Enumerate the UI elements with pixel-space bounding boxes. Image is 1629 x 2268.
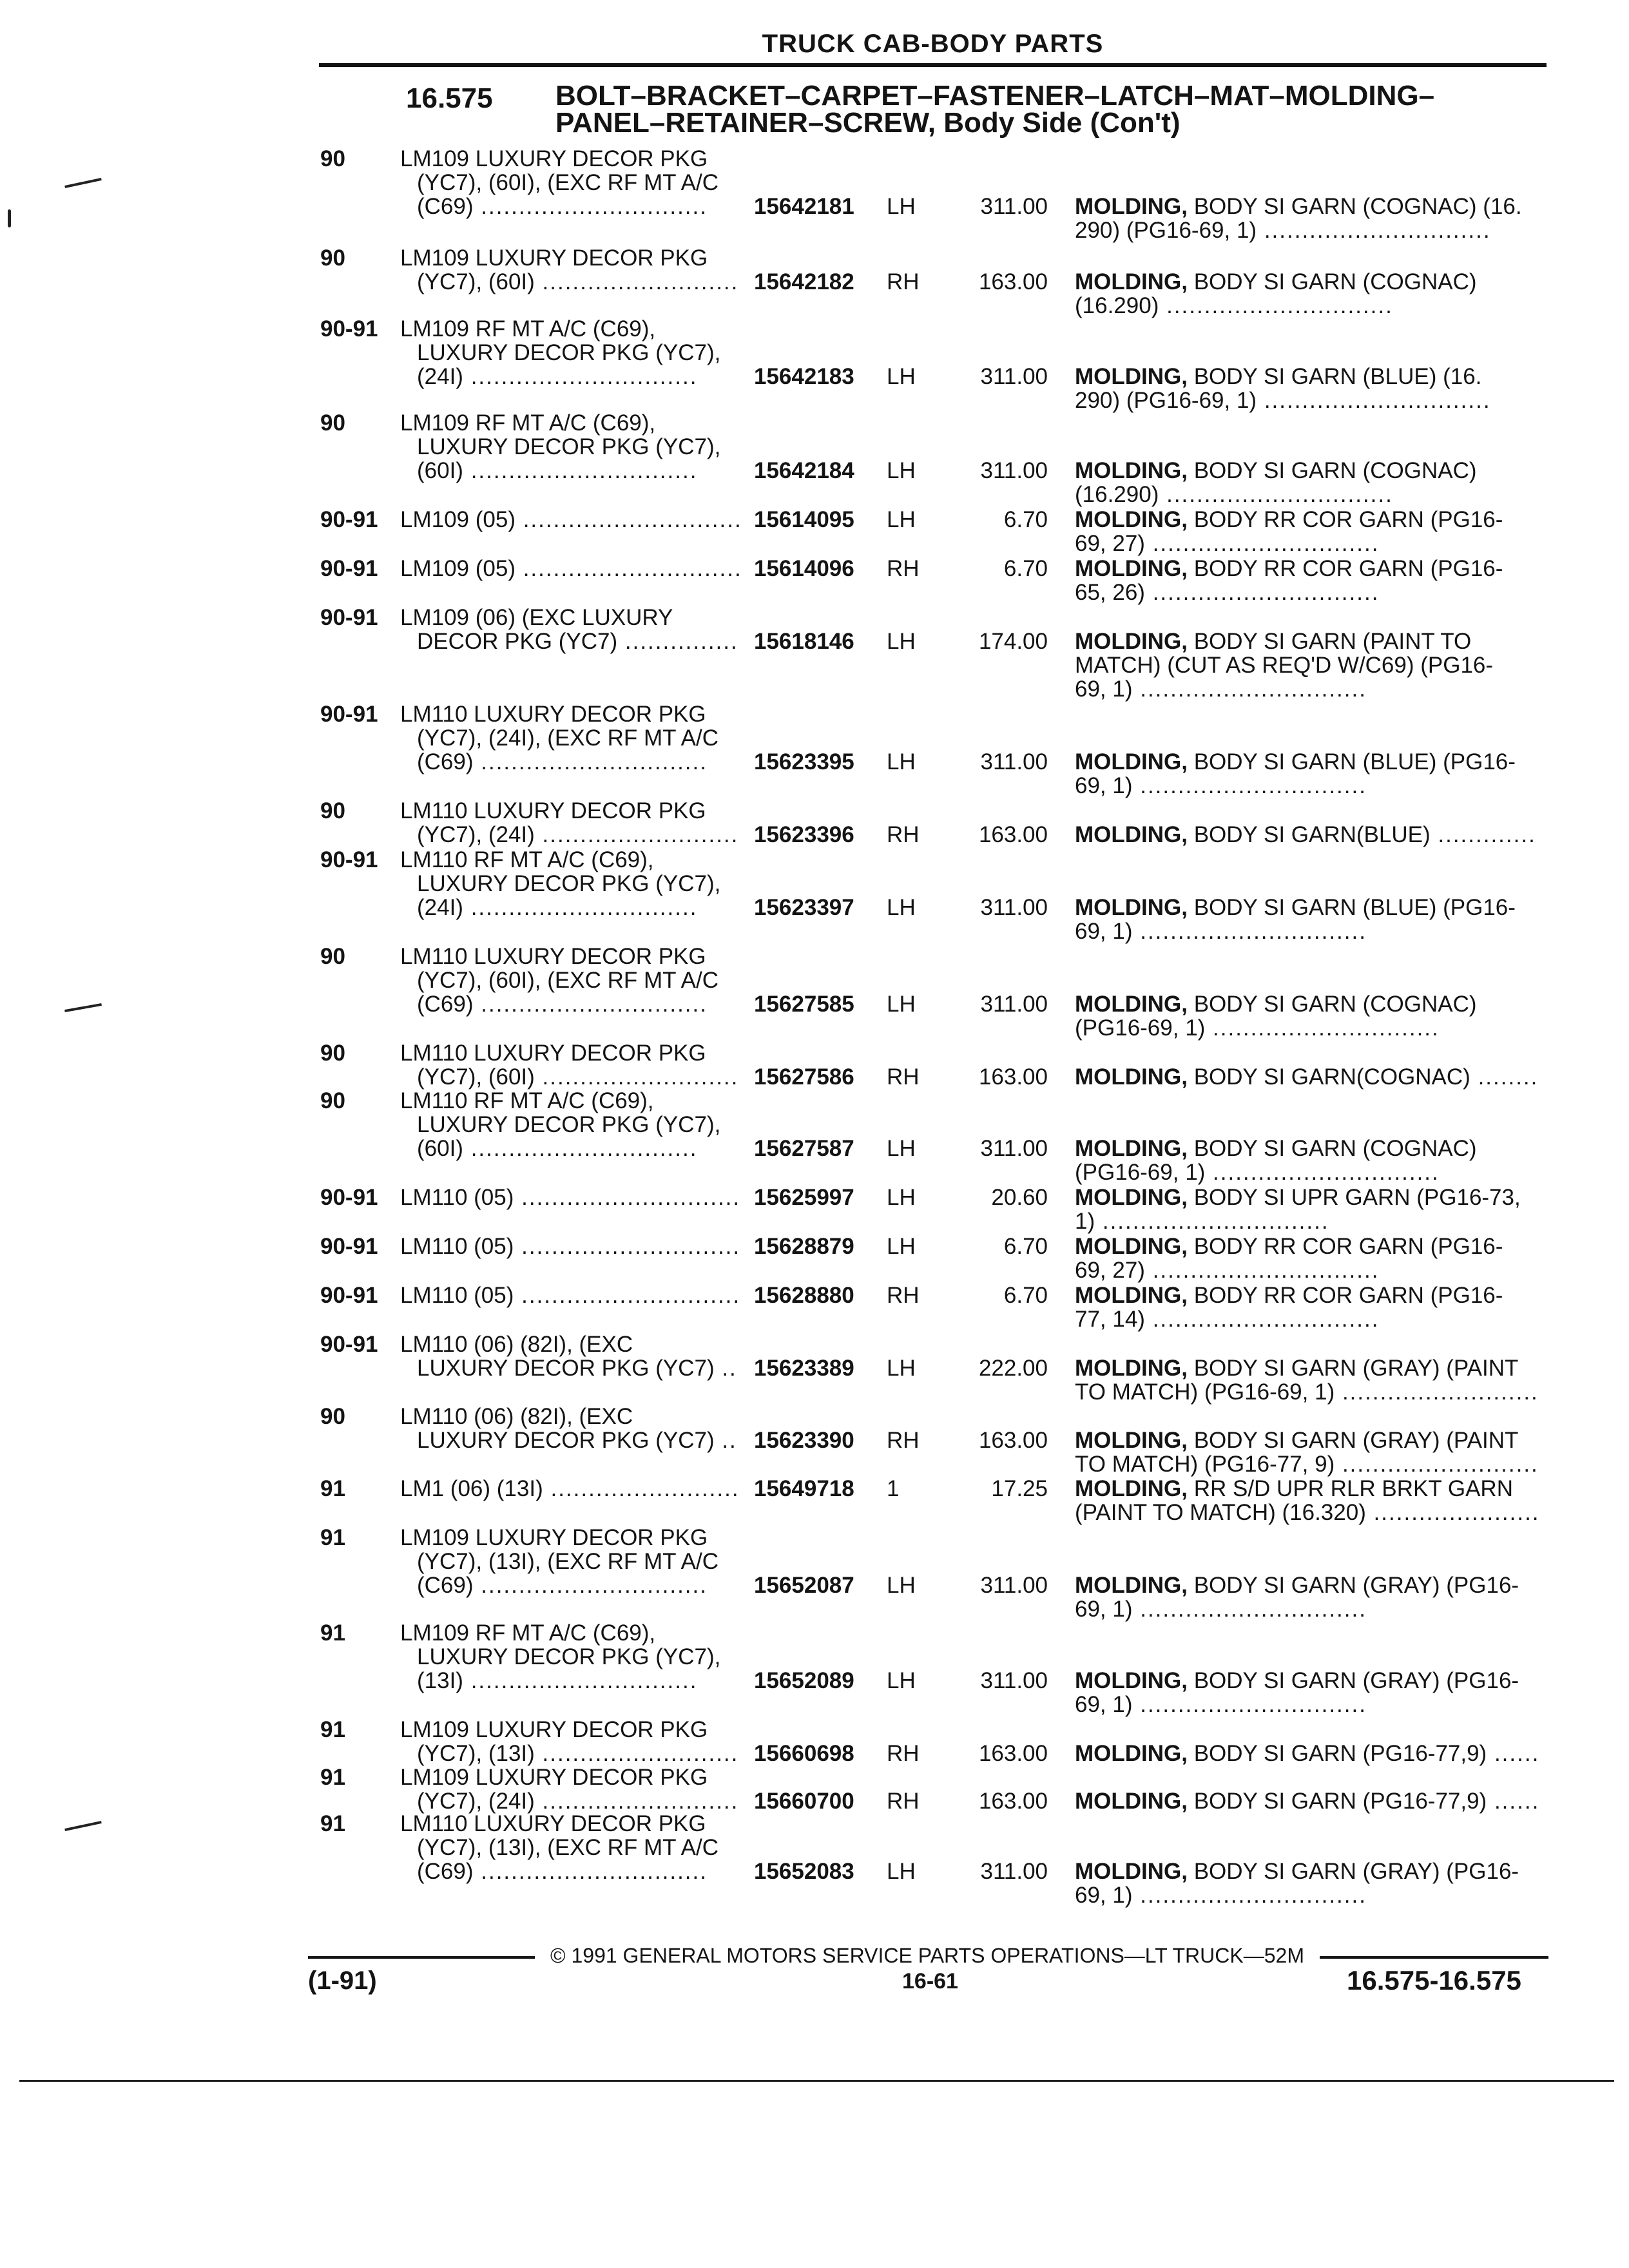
model-application: LM110 RF MT A/C (C69), LUXURY DECOR PKG (YC7), (24I) .............................. — [400, 847, 721, 920]
model-line: (C69) — [417, 1859, 474, 1884]
part-number: 15642182 — [754, 269, 854, 294]
margin-bracket-mark — [8, 209, 11, 227]
description-line: MOLDING, BODY SI GARN (PAINT TO — [1075, 629, 1472, 654]
model-line: LM109 RF MT A/C (C69), — [400, 1620, 656, 1646]
model-line: LM109 RF MT A/C (C69), — [400, 410, 656, 436]
part-number: 15614096 — [754, 556, 854, 581]
side-indicator: LH — [887, 1234, 916, 1259]
part-description: MOLDING, BODY SI GARN(BLUE) ............. — [1075, 822, 1536, 847]
model-year: 90 — [320, 944, 345, 969]
list-price: 222.00 — [978, 1356, 1048, 1381]
model-year: 90 — [320, 1041, 345, 1066]
part-description: MOLDING, BODY SI GARN (GRAY) (PG16- 69, 1) .............................. — [1075, 1859, 1519, 1908]
list-price: 311.00 — [980, 992, 1048, 1017]
part-number: 15660698 — [754, 1741, 854, 1766]
model-application: LM109 (05) ............................. — [400, 556, 742, 581]
part-number: 15652087 — [754, 1573, 854, 1598]
section-title-line-1: BOLT–BRACKET–CARPET–FASTENER–LATCH–MAT–MOLDING– — [555, 80, 1435, 111]
description-line: MOLDING, BODY SI GARN (COGNAC) — [1075, 269, 1477, 294]
list-price: 163.00 — [978, 822, 1048, 847]
description-line: MOLDING, BODY SI GARN (COGNAC) — [1075, 458, 1477, 483]
model-line: (60I) — [417, 458, 463, 483]
model-year: 90 — [320, 245, 345, 271]
model-year: 90-91 — [320, 556, 378, 581]
part-number: 15623397 — [754, 895, 854, 920]
model-line: LM110 LUXURY DECOR PKG — [400, 944, 706, 969]
model-line: LUXURY DECOR PKG (YC7), — [417, 1644, 721, 1669]
footer-rule-left — [308, 1956, 535, 1959]
model-line: LM109 (05) — [400, 556, 516, 581]
model-line: LM110 (06) (82I), (EXC — [400, 1404, 633, 1429]
model-line: (YC7), (60I), (EXC RF MT A/C — [417, 968, 719, 993]
model-line: LM109 (06) (EXC LUXURY — [400, 605, 673, 630]
model-year: 91 — [320, 1476, 345, 1501]
model-line: (YC7), (60I) — [417, 1064, 535, 1090]
part-description: MOLDING, BODY SI GARN (COGNAC) (PG16-69, 1) .............................. — [1075, 992, 1477, 1041]
side-indicator: 1 — [887, 1476, 900, 1501]
model-application: LM109 RF MT A/C (C69), LUXURY DECOR PKG (YC7), (13I) .............................. — [400, 1620, 721, 1693]
model-application: LM110 RF MT A/C (C69), LUXURY DECOR PKG (YC7), (60I) .............................. — [400, 1088, 721, 1161]
description-line: 69, 27) — [1075, 1258, 1145, 1283]
model-line: (24I) — [417, 895, 463, 920]
description-line: 65, 26) — [1075, 580, 1145, 605]
list-price: 163.00 — [978, 1064, 1048, 1090]
part-number: 15618146 — [754, 629, 854, 654]
description-line: MOLDING, BODY SI UPR GARN (PG16-73, — [1075, 1185, 1521, 1210]
section-number: 16.575 — [406, 82, 493, 114]
model-year: 91 — [320, 1811, 345, 1836]
model-year: 90 — [320, 798, 345, 823]
part-description: MOLDING, BODY SI GARN (PG16-77,9) ...... — [1075, 1789, 1540, 1814]
side-indicator: LH — [887, 458, 916, 483]
list-price: 311.00 — [980, 749, 1048, 774]
description-line: 69, 1) — [1075, 1883, 1133, 1908]
part-number: 15623389 — [754, 1356, 854, 1381]
model-application: LM110 (05) ............................. — [400, 1185, 741, 1210]
model-line: (60I) — [417, 1136, 463, 1161]
model-year: 91 — [320, 1525, 345, 1550]
list-price: 163.00 — [978, 1428, 1048, 1453]
description-line: MOLDING, BODY SI GARN (PG16-77,9) — [1075, 1741, 1487, 1766]
footer-copyright: © 1991 GENERAL MOTORS SERVICE PARTS OPERATIONS—LT TRUCK—52M — [550, 1944, 1304, 1967]
part-number: 15614095 — [754, 507, 854, 532]
model-application: LM109 LUXURY DECOR PKG (YC7), (60I), (EXC RF MT A/C (C69) .............................. — [400, 146, 719, 219]
model-line: LUXURY DECOR PKG (YC7), — [417, 871, 721, 896]
description-line: 290) (PG16-69, 1) — [1075, 218, 1257, 243]
part-description: MOLDING, BODY RR COR GARN (PG16- 69, 27) .............................. — [1075, 1234, 1503, 1283]
description-line: 1) — [1075, 1209, 1095, 1234]
side-indicator: LH — [887, 1668, 916, 1693]
description-line: MOLDING, BODY SI GARN (BLUE) (PG16- — [1075, 749, 1516, 774]
model-application: LM109 RF MT A/C (C69), LUXURY DECOR PKG (YC7), (60I) .............................. — [400, 410, 721, 483]
description-line: (PG16-69, 1) — [1075, 1160, 1206, 1185]
list-price: 311.00 — [980, 1859, 1048, 1884]
list-price: 311.00 — [980, 1136, 1048, 1161]
part-number: 15628880 — [754, 1283, 854, 1308]
part-number: 15642184 — [754, 458, 854, 483]
model-line: LM109 LUXURY DECOR PKG — [400, 146, 708, 171]
description-line: MOLDING, RR S/D UPR RLR BRKT GARN — [1075, 1476, 1513, 1501]
description-line: MOLDING, BODY RR COR GARN (PG16- — [1075, 1234, 1503, 1259]
model-year: 90-91 — [320, 702, 378, 727]
model-application: LM109 LUXURY DECOR PKG (YC7), (13I) .......................... — [400, 1717, 739, 1766]
description-line: MOLDING, BODY RR COR GARN (PG16- — [1075, 1283, 1503, 1308]
description-line: MOLDING, BODY SI GARN (COGNAC) (16. — [1075, 194, 1522, 219]
model-line: (13I) — [417, 1668, 463, 1693]
model-line: LM110 RF MT A/C (C69), — [400, 1088, 654, 1113]
model-application: LM109 LUXURY DECOR PKG (YC7), (13I), (EXC RF MT A/C (C69) .............................. — [400, 1525, 719, 1598]
model-line: (C69) — [417, 749, 474, 774]
footer-date: (1-91) — [308, 1966, 377, 1995]
model-year: 90 — [320, 410, 345, 436]
model-line: DECOR PKG (YC7) — [417, 629, 618, 654]
description-line: MOLDING, BODY SI GARN (GRAY) (PAINT — [1075, 1428, 1519, 1453]
description-line: 69, 27) — [1075, 531, 1145, 556]
part-number: 15625997 — [754, 1185, 854, 1210]
model-year: 90 — [320, 1404, 345, 1429]
model-application: LM110 LUXURY DECOR PKG (YC7), (13I), (EXC RF MT A/C (C69) .............................. — [400, 1811, 719, 1884]
part-description: MOLDING, BODY SI GARN (BLUE) (PG16- 69, 1) .............................. — [1075, 895, 1516, 944]
part-description: MOLDING, BODY SI GARN (PG16-77,9) ...... — [1075, 1741, 1540, 1766]
model-line: LM109 LUXURY DECOR PKG — [400, 245, 708, 271]
model-application: LM109 (06) (EXC LUXURY DECOR PKG (YC7) ............... — [400, 605, 738, 654]
part-number: 15642183 — [754, 364, 854, 389]
side-indicator: LH — [887, 194, 916, 219]
side-indicator: RH — [887, 822, 920, 847]
model-line: LM110 LUXURY DECOR PKG — [400, 1041, 706, 1066]
description-line: MATCH) (CUT AS REQ'D W/C69) (PG16- — [1075, 653, 1494, 678]
description-line: MOLDING, BODY SI GARN (BLUE) (PG16- — [1075, 895, 1516, 920]
model-line: (24I) — [417, 364, 463, 389]
model-line: (YC7), (60I) — [417, 269, 535, 294]
side-indicator: LH — [887, 992, 916, 1017]
part-description: MOLDING, BODY SI GARN (COGNAC) (16. 290) (PG16-69, 1) .............................. — [1075, 194, 1522, 243]
footer-rule-right — [1320, 1956, 1548, 1959]
part-description: MOLDING, BODY SI GARN (GRAY) (PAINT TO MATCH) (PG16-77, 9) .......................... — [1075, 1428, 1539, 1477]
model-line: (YC7), (24I) — [417, 822, 535, 847]
side-indicator: LH — [887, 749, 916, 774]
part-number: 15627586 — [754, 1064, 854, 1090]
model-application: LM110 LUXURY DECOR PKG (YC7), (24I), (EXC RF MT A/C (C69) .............................. — [400, 702, 719, 774]
description-line: MOLDING, BODY SI GARN (COGNAC) — [1075, 1136, 1477, 1161]
list-price: 6.70 — [1003, 1283, 1048, 1308]
part-description: MOLDING, BODY SI GARN (GRAY) (PG16- 69, 1) .............................. — [1075, 1668, 1519, 1717]
part-number: 15627585 — [754, 992, 854, 1017]
description-line: MOLDING, BODY SI GARN(BLUE) — [1075, 822, 1431, 847]
list-price: 17.25 — [991, 1476, 1048, 1501]
list-price: 20.60 — [991, 1185, 1048, 1210]
model-application: LM110 (06) (82I), (EXC LUXURY DECOR PKG (YC7) .. — [400, 1332, 737, 1381]
list-price: 163.00 — [978, 1741, 1048, 1766]
model-line: LUXURY DECOR PKG (YC7), — [417, 340, 721, 365]
part-description: MOLDING, BODY SI GARN (COGNAC) (16.290) .............................. — [1075, 269, 1477, 318]
model-application: LM109 LUXURY DECOR PKG (YC7), (24I) .......................... — [400, 1765, 739, 1814]
part-number: 15652083 — [754, 1859, 854, 1884]
model-application: LM110 (05) ............................. — [400, 1283, 741, 1308]
model-line: (C69) — [417, 194, 474, 219]
model-line: (C69) — [417, 1573, 474, 1598]
description-line: 69, 1) — [1075, 1597, 1133, 1622]
model-line: LUXURY DECOR PKG (YC7) — [417, 1356, 715, 1381]
part-description: MOLDING, BODY SI GARN (GRAY) (PG16- 69, 1) .............................. — [1075, 1573, 1519, 1622]
model-year: 90-91 — [320, 1283, 378, 1308]
model-line: LM109 (05) — [400, 507, 516, 532]
description-line: (16.290) — [1075, 482, 1159, 507]
model-application: LM1 (06) (13I) ......................... — [400, 1476, 740, 1501]
model-year: 90-91 — [320, 1234, 378, 1259]
description-line: MOLDING, BODY SI GARN (PG16-77,9) — [1075, 1789, 1487, 1814]
side-indicator: RH — [887, 269, 920, 294]
side-indicator: RH — [887, 1428, 920, 1453]
part-number: 15623396 — [754, 822, 854, 847]
description-line: MOLDING, BODY RR COR GARN (PG16- — [1075, 507, 1503, 532]
model-application: LM110 LUXURY DECOR PKG (YC7), (60I), (EXC RF MT A/C (C69) .............................. — [400, 944, 719, 1017]
description-line: MOLDING, BODY SI GARN (GRAY) (PG16- — [1075, 1668, 1519, 1693]
side-indicator: LH — [887, 895, 916, 920]
model-year: 91 — [320, 1717, 345, 1742]
model-line: (C69) — [417, 992, 474, 1017]
side-indicator: LH — [887, 1136, 916, 1161]
model-year: 90 — [320, 146, 345, 171]
side-indicator: RH — [887, 1741, 920, 1766]
model-year: 91 — [320, 1765, 345, 1790]
side-indicator: RH — [887, 1789, 920, 1814]
part-number: 15642181 — [754, 194, 854, 219]
model-year: 90-91 — [320, 507, 378, 532]
model-application: LM110 (05) ............................. — [400, 1234, 741, 1259]
model-line: (YC7), (24I), (EXC RF MT A/C — [417, 726, 719, 751]
part-description: MOLDING, BODY SI GARN (GRAY) (PAINT TO MATCH) (PG16-69, 1) .......................... — [1075, 1356, 1539, 1405]
side-indicator: LH — [887, 1185, 916, 1210]
description-line: MOLDING, BODY SI GARN (COGNAC) — [1075, 992, 1477, 1017]
model-year: 91 — [320, 1620, 345, 1646]
side-indicator: LH — [887, 1859, 916, 1884]
part-description: MOLDING, BODY RR COR GARN (PG16- 65, 26) .............................. — [1075, 556, 1503, 605]
description-line: 69, 1) — [1075, 773, 1133, 798]
side-indicator: LH — [887, 1356, 916, 1381]
footer-section-range: 16.575-16.575 — [1347, 1965, 1521, 1995]
model-line: LM110 (05) — [400, 1283, 514, 1308]
part-number: 15628879 — [754, 1234, 854, 1259]
list-price: 163.00 — [978, 1789, 1048, 1814]
description-line: TO MATCH) (PG16-77, 9) — [1075, 1452, 1335, 1477]
page-header: TRUCK CAB-BODY PARTS — [762, 30, 1104, 58]
part-description: MOLDING, BODY SI GARN (PAINT TO MATCH) (CUT AS REQ'D W/C69) (PG16- 69, 1) .............................. — [1075, 629, 1494, 702]
part-description: MOLDING, BODY RR COR GARN (PG16- 69, 27) .............................. — [1075, 507, 1503, 556]
description-line: (16.290) — [1075, 293, 1159, 318]
list-price: 311.00 — [980, 1573, 1048, 1598]
model-line: LM1 (06) (13I) — [400, 1476, 543, 1501]
model-line: LM110 LUXURY DECOR PKG — [400, 798, 706, 823]
model-application: LM110 LUXURY DECOR PKG (YC7), (60I) .......................... — [400, 1041, 739, 1090]
model-line: LUXURY DECOR PKG (YC7), — [417, 434, 721, 459]
description-line: 69, 1) — [1075, 1692, 1133, 1717]
part-description: MOLDING, BODY SI UPR GARN (PG16-73, 1) .............................. — [1075, 1185, 1521, 1234]
part-description: MOLDING, BODY SI GARN (COGNAC) (16.290) .............................. — [1075, 458, 1477, 507]
list-price: 163.00 — [978, 269, 1048, 294]
side-indicator: LH — [887, 364, 916, 389]
model-application: LM109 LUXURY DECOR PKG (YC7), (60I) .......................... — [400, 245, 739, 294]
model-application: LM110 (06) (82I), (EXC LUXURY DECOR PKG (YC7) .. — [400, 1404, 737, 1453]
model-line: (YC7), (13I) — [417, 1741, 535, 1766]
part-description: MOLDING, BODY SI GARN (COGNAC) (PG16-69, 1) .............................. — [1075, 1136, 1477, 1185]
description-line: MOLDING, BODY SI GARN (BLUE) (16. — [1075, 364, 1482, 389]
description-line: 77, 14) — [1075, 1307, 1145, 1332]
model-year: 90-91 — [320, 1185, 378, 1210]
list-price: 174.00 — [978, 629, 1048, 654]
side-indicator: RH — [887, 1283, 920, 1308]
model-year: 90-91 — [320, 1332, 378, 1357]
model-application: LM110 LUXURY DECOR PKG (YC7), (24I) .......................... — [400, 798, 739, 847]
part-description: MOLDING, BODY RR COR GARN (PG16- 77, 14) .............................. — [1075, 1283, 1503, 1332]
list-price: 6.70 — [1003, 556, 1048, 581]
part-number: 15627587 — [754, 1136, 854, 1161]
model-year: 90 — [320, 1088, 345, 1113]
list-price: 311.00 — [980, 1668, 1048, 1693]
part-number: 15623390 — [754, 1428, 854, 1453]
part-description: MOLDING, BODY SI GARN (BLUE) (PG16- 69, 1) .............................. — [1075, 749, 1516, 798]
model-line: (YC7), (13I), (EXC RF MT A/C — [417, 1549, 719, 1574]
list-price: 311.00 — [980, 364, 1048, 389]
part-description: MOLDING, BODY SI GARN (BLUE) (16. 290) (PG16-69, 1) .............................. — [1075, 364, 1491, 413]
section-title-line-2: PANEL–RETAINER–SCREW, Body Side (Con't) — [555, 107, 1181, 139]
list-price: 311.00 — [980, 458, 1048, 483]
description-line: TO MATCH) (PG16-69, 1) — [1075, 1379, 1335, 1405]
part-number: 15649718 — [754, 1476, 854, 1501]
side-indicator: RH — [887, 556, 920, 581]
part-number: 15623395 — [754, 749, 854, 774]
description-line: 69, 1) — [1075, 919, 1133, 944]
model-line: LUXURY DECOR PKG (YC7) — [417, 1428, 715, 1453]
model-line: LM110 LUXURY DECOR PKG — [400, 702, 706, 727]
model-line: LM110 (05) — [400, 1234, 514, 1259]
part-number: 15660700 — [754, 1789, 854, 1814]
description-line: MOLDING, BODY SI GARN(COGNAC) — [1075, 1064, 1470, 1090]
page-bottom-rule — [19, 2080, 1614, 2082]
side-indicator: RH — [887, 1064, 920, 1090]
model-year: 90-91 — [320, 847, 378, 872]
model-line: LM110 (05) — [400, 1185, 514, 1210]
list-price: 311.00 — [980, 895, 1048, 920]
model-line: LM110 RF MT A/C (C69), — [400, 847, 654, 872]
description-line: (PG16-69, 1) — [1075, 1015, 1206, 1041]
model-line: LM109 LUXURY DECOR PKG — [400, 1525, 708, 1550]
list-price: 311.00 — [980, 194, 1048, 219]
model-line: (YC7), (60I), (EXC RF MT A/C — [417, 170, 719, 195]
description-line: MOLDING, BODY SI GARN (GRAY) (PG16- — [1075, 1573, 1519, 1598]
model-application: LM109 RF MT A/C (C69), LUXURY DECOR PKG (YC7), (24I) .............................. — [400, 316, 721, 389]
part-description: MOLDING, BODY SI GARN(COGNAC) ........ — [1075, 1064, 1539, 1090]
side-indicator: LH — [887, 629, 916, 654]
side-indicator: LH — [887, 507, 916, 532]
model-application: LM109 (05) ............................. — [400, 507, 742, 532]
description-line: MOLDING, BODY SI GARN (GRAY) (PG16- — [1075, 1859, 1519, 1884]
list-price: 6.70 — [1003, 507, 1048, 532]
model-year: 90-91 — [320, 605, 378, 630]
list-price: 6.70 — [1003, 1234, 1048, 1259]
model-line: LM109 LUXURY DECOR PKG — [400, 1765, 708, 1790]
model-line: LM109 RF MT A/C (C69), — [400, 316, 656, 341]
description-line: 290) (PG16-69, 1) — [1075, 388, 1257, 413]
model-line: (YC7), (24I) — [417, 1789, 535, 1814]
description-line: 69, 1) — [1075, 677, 1133, 702]
model-year: 90-91 — [320, 316, 378, 341]
part-number: 15652089 — [754, 1668, 854, 1693]
description-line: MOLDING, BODY SI GARN (GRAY) (PAINT — [1075, 1356, 1519, 1381]
model-line: (YC7), (13I), (EXC RF MT A/C — [417, 1835, 719, 1860]
footer-page-number: 16-61 — [902, 1969, 958, 1994]
description-line: (PAINT TO MATCH) (16.320) — [1075, 1500, 1366, 1525]
model-line: LM110 (06) (82I), (EXC — [400, 1332, 633, 1357]
side-indicator: LH — [887, 1573, 916, 1598]
model-line: LM110 LUXURY DECOR PKG — [400, 1811, 706, 1836]
model-line: LUXURY DECOR PKG (YC7), — [417, 1112, 721, 1137]
part-description: MOLDING, RR S/D UPR RLR BRKT GARN (PAINT TO MATCH) (16.320) ...................... — [1075, 1476, 1540, 1525]
model-line: LM109 LUXURY DECOR PKG — [400, 1717, 708, 1742]
description-line: MOLDING, BODY RR COR GARN (PG16- — [1075, 556, 1503, 581]
